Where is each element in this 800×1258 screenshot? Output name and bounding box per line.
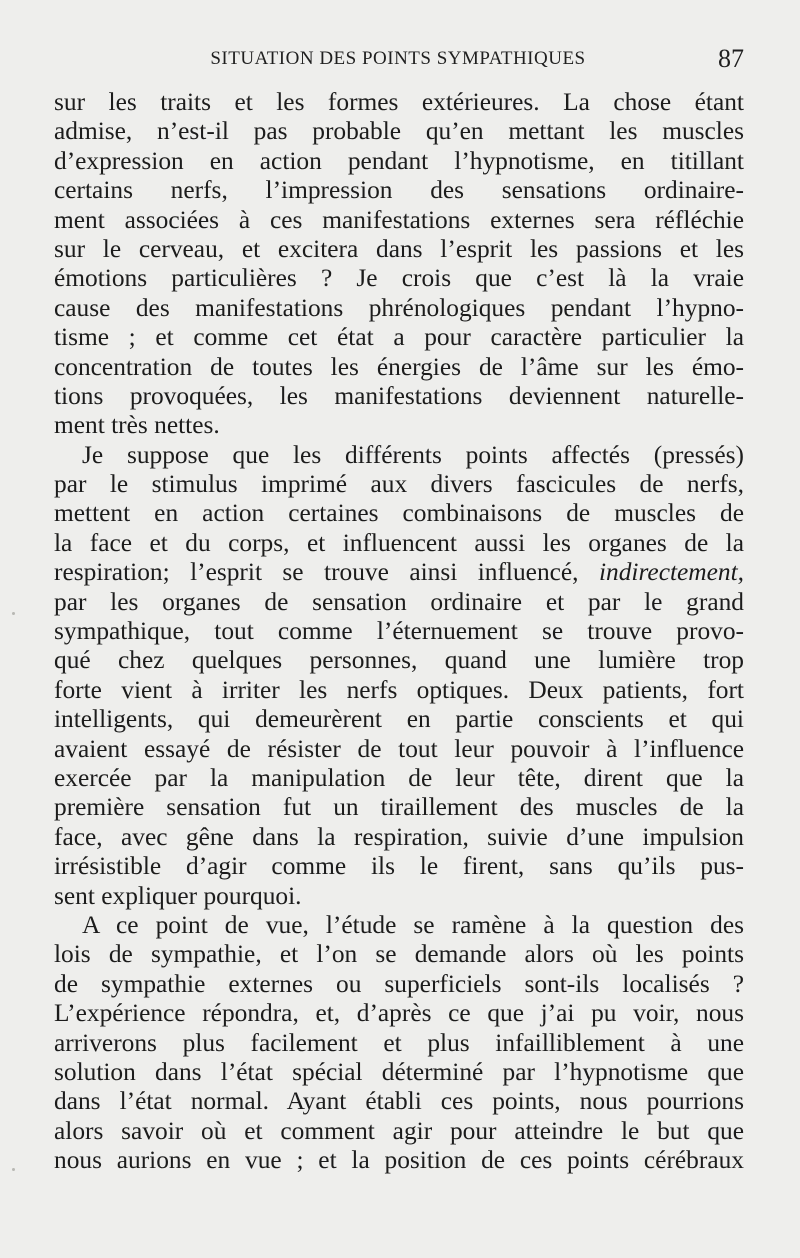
text-line: Je suppose que les différents points affectés (pressés) — [82, 440, 744, 469]
text-line: sur les traits et les formes extérieures. La chose étant — [54, 88, 744, 116]
text-line: admise, n’est-il pas probable qu’en mettant les muscles — [54, 117, 744, 146]
body-text — [54, 88, 744, 1175]
text-line: lois de sympathie, et l’on se demande alors où les points — [54, 940, 744, 969]
page-number: 87 — [718, 44, 744, 73]
text-line: avaient essayé de résister de tout leur pouvoir à l’influence — [54, 734, 744, 763]
text-line: première sensation fut un tiraillement des muscles de la — [54, 793, 744, 822]
text-line-with-italic — [54, 558, 744, 587]
italic-word: indirectement, — [598, 558, 744, 587]
paragraph-2 — [54, 441, 744, 911]
text-line: par les organes de sensation ordinaire et par le grand — [54, 587, 744, 616]
running-title: SITUATION DES POINTS SYMPATHIQUES — [210, 48, 586, 69]
text-line: de sympathie externes ou superficiels sont-ils localisés ? — [54, 969, 744, 998]
text-line: d’expression en action pendant l’hypnotisme, en titillant — [54, 146, 744, 175]
running-head — [52, 46, 744, 76]
text-line: intelligents, qui demeurèrent en partie conscients et qui — [54, 705, 744, 734]
text-line: nous aurions en vue ; et la position de ces points cérébraux — [54, 1146, 744, 1175]
text-line: alors savoir où et comment agir pour atteindre le but que — [54, 1116, 744, 1145]
text-line: forte vient à irriter les nerfs optiques. Deux patients, fort — [54, 675, 744, 704]
text-line: tisme ; et comme cet état a pour caractère particulier la — [54, 323, 744, 352]
paragraph-3 — [54, 911, 744, 1176]
text-line: A ce point de vue, l’étude se ramène à la question des — [82, 910, 744, 939]
text-line: ment associées à ces manifestations externes sera réfléchie — [54, 205, 744, 234]
text-line: L’expérience répondra, et, d’après ce que j’ai pu voir, nous — [54, 999, 744, 1028]
text-line: solution dans l’état spécial déterminé par l’hypnotisme que — [54, 1057, 744, 1086]
text-line: irrésistible d’agir comme ils le firent, sans qu’ils pus- — [54, 852, 744, 881]
text-segment: respiration; l’esprit se trouve ainsi influencé, — [54, 558, 579, 587]
text-line: sent expliquer pourquoi. — [54, 881, 302, 910]
text-line: ment très nettes. — [54, 411, 220, 440]
text-line: exercée par la manipulation de leur tête, dirent que la — [54, 763, 744, 792]
paragraph-1 — [54, 88, 744, 441]
text-line: par le stimulus imprimé aux divers fascicules de nerfs, — [54, 470, 744, 499]
text-line: sur le cerveau, et excitera dans l’esprit les passions et les — [54, 234, 744, 263]
text-line: face, avec gêne dans la respiration, suivie d’une impulsion — [54, 822, 744, 851]
text-line: dans l’état normal. Ayant établi ces points, nous pourrions — [54, 1087, 744, 1116]
text-line: certains nerfs, l’impression des sensations ordinaire- — [54, 176, 744, 205]
margin-dot — [12, 612, 15, 615]
text-line: cause des manifestations phrénologiques pendant l’hypno- — [54, 293, 744, 322]
text-line: mettent en action certaines combinaisons de muscles de — [54, 499, 744, 528]
text-line: arriverons plus facilement et plus infailliblement à une — [54, 1028, 744, 1057]
margin-dot — [12, 1168, 15, 1171]
text-line: concentration de toutes les énergies de l’âme sur les émo- — [54, 352, 744, 381]
text-line: qué chez quelques personnes, quand une lumière trop — [54, 646, 744, 675]
text-line: la face et du corps, et influencent aussi les organes de la — [54, 528, 744, 557]
text-line: tions provoquées, les manifestations deviennent naturelle- — [54, 381, 744, 410]
text-line: sympathique, tout comme l’éternuement se trouve provo- — [54, 617, 744, 646]
text-line: émotions particulières ? Je crois que c’est là la vraie — [54, 264, 744, 293]
